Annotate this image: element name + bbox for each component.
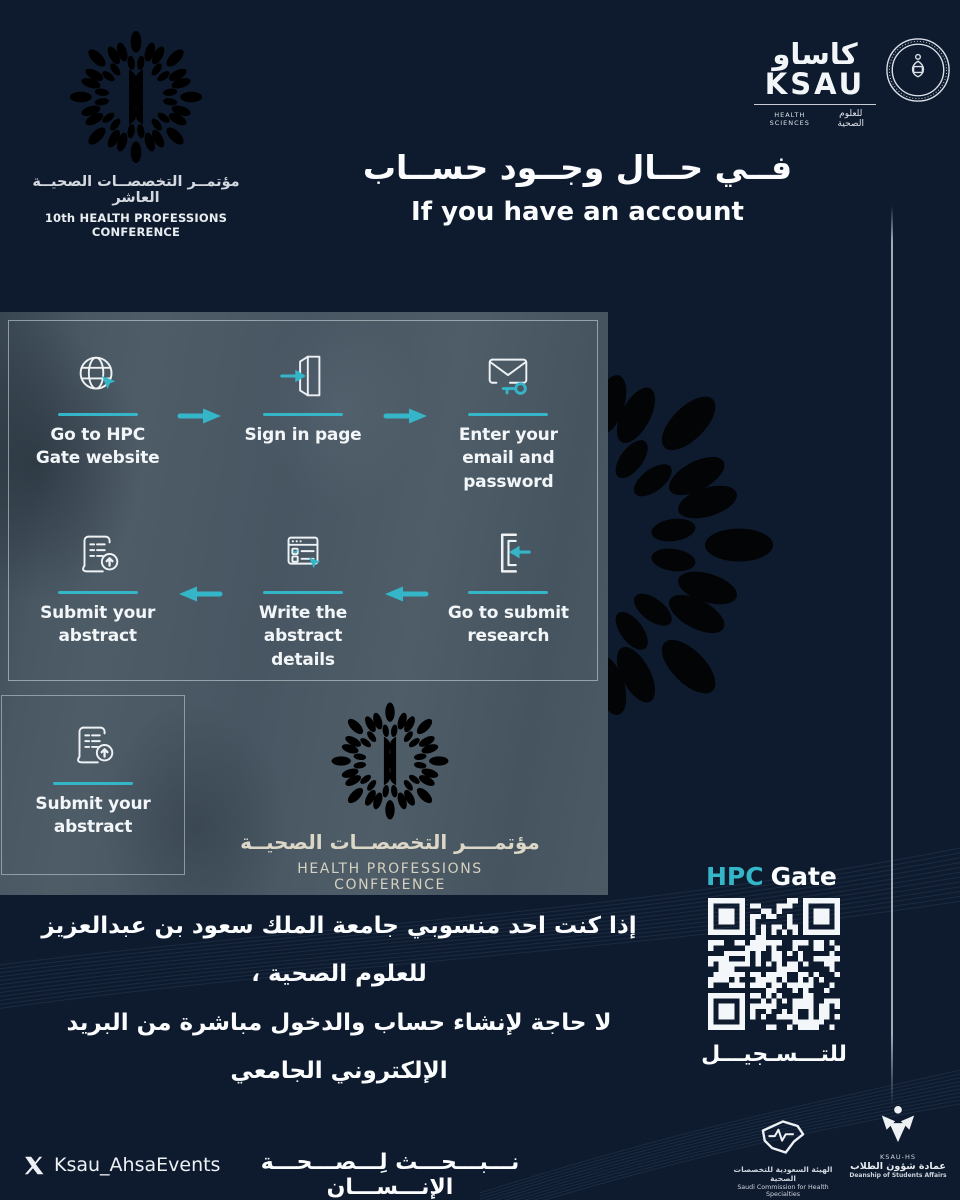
step-label: Go to HPC Gate website [35,425,160,469]
deanship-abbr: KSAU-HS [879,1153,917,1161]
step-go-to-hpc-gate [19,321,176,499]
section-title-english: If you have an account [411,197,744,227]
university-members-note [8,902,670,1095]
hpc-gate-accent: HPC [706,862,764,891]
flow-row-2 [9,499,597,681]
deanship-name-arabic: عمادة شؤون الطلاب [850,1161,946,1172]
step-underline [468,413,548,416]
step-label: Submit your abstract [40,603,156,647]
step-label: Enter your email and password [458,425,558,492]
flow-arrow-left-icon [176,585,224,603]
sign-in-door-icon [276,349,330,403]
deanship-logo [842,1104,954,1179]
flow-arrow-right-icon [176,407,224,425]
exit-door-icon [481,527,535,581]
step-underline [263,591,343,594]
footer-slogan-arabic: نـــبـــحـــث لِـــصـــحـــة الإنـــســـان [260,1150,520,1200]
step-go-to-submit-research [430,499,587,681]
x-handle-text: Ksau_AhsaEvents [54,1154,221,1176]
flow-arrow-right-icon [382,407,430,425]
center-logo-english: HEALTH PROFESSIONS CONFERENCE [297,861,483,893]
hpc-gate-label [706,862,837,891]
flowchart-frame [8,320,598,681]
step-underline [468,591,548,594]
conference-rosette-dna-icon [329,700,451,822]
ksau-name-latin: KSAU [764,67,866,101]
conference-title-english: 10th HEALTH PROFESSIONS CONFERENCE [44,211,228,239]
step-enter-email-password [430,321,587,499]
scroll-upload-icon [66,718,120,772]
flow-row-1 [9,321,597,499]
conference-logo-top-left [18,28,254,239]
submit-abstract-box [1,695,185,875]
section-title-arabic: فــي حــال وجــود حســاب [362,148,793,187]
vertical-divider-line [891,206,893,1106]
step-label: Submit your abstract [35,794,151,838]
ksau-tagline-english: HEALTH SCIENCES [769,111,810,128]
deanship-figure-icon [879,1104,917,1148]
step-write-abstract-details [224,499,381,681]
step-label: Go to submit research [447,603,569,647]
hpc-gate-rest: Gate [770,862,837,891]
step-underline [58,413,138,416]
note-line-1: إذا كنت احد منسوبي جامعة الملك سعود بن عبدالعزيز للعلوم الصحية ، [41,913,637,988]
ksau-tagline-arabic: للعلوم الصحية [837,109,864,130]
scfhs-name-english: Saudi Commission for Health Specialties [737,1184,829,1198]
step-submit-abstract [19,499,176,681]
registration-qr-code [708,898,840,1030]
university-seal-icon [884,36,952,104]
step-label: Sign in page [244,425,362,445]
ksau-name-arabic: كاساو [772,37,858,71]
steps-screenshot-panel [0,312,608,895]
flow-arrow-left-icon [382,585,430,603]
x-logo-icon [24,1155,45,1176]
step-sign-in-page [224,321,381,499]
ksau-divider [754,104,876,105]
note-line-2: لا حاجة لإنشاء حساب والدخول مباشرة من البريد الإلكتروني الجامعي [66,1009,612,1084]
email-key-icon [481,349,535,403]
conference-rosette-dna-icon [67,28,205,166]
step-underline [58,591,138,594]
scfhs-map-pulse-icon [754,1116,812,1158]
center-logo-arabic: مؤتمــــر التخصصــات الصحيــة [240,830,540,854]
conference-logo-center [240,700,540,893]
step-label: Write the abstract details [258,603,348,670]
globe-cursor-icon [71,349,125,403]
scroll-upload-icon [71,527,125,581]
scfhs-name-arabic: الهيئة السعودية للتخصصات الصحية [733,1165,833,1183]
deanship-name-english: Deanship of Students Affairs [849,1172,947,1179]
form-cursor-icon [276,527,330,581]
register-label-arabic: للتـــسـجيـــل [701,1042,847,1067]
scfhs-logo [726,1116,840,1198]
step-underline [53,782,133,785]
conference-title-arabic: مؤتمــر التخصصــات الصحيــة العاشر [32,174,240,206]
section-title [330,148,825,227]
x-social-handle [24,1154,220,1176]
step-underline [263,413,343,416]
ksau-lockup [754,37,876,130]
